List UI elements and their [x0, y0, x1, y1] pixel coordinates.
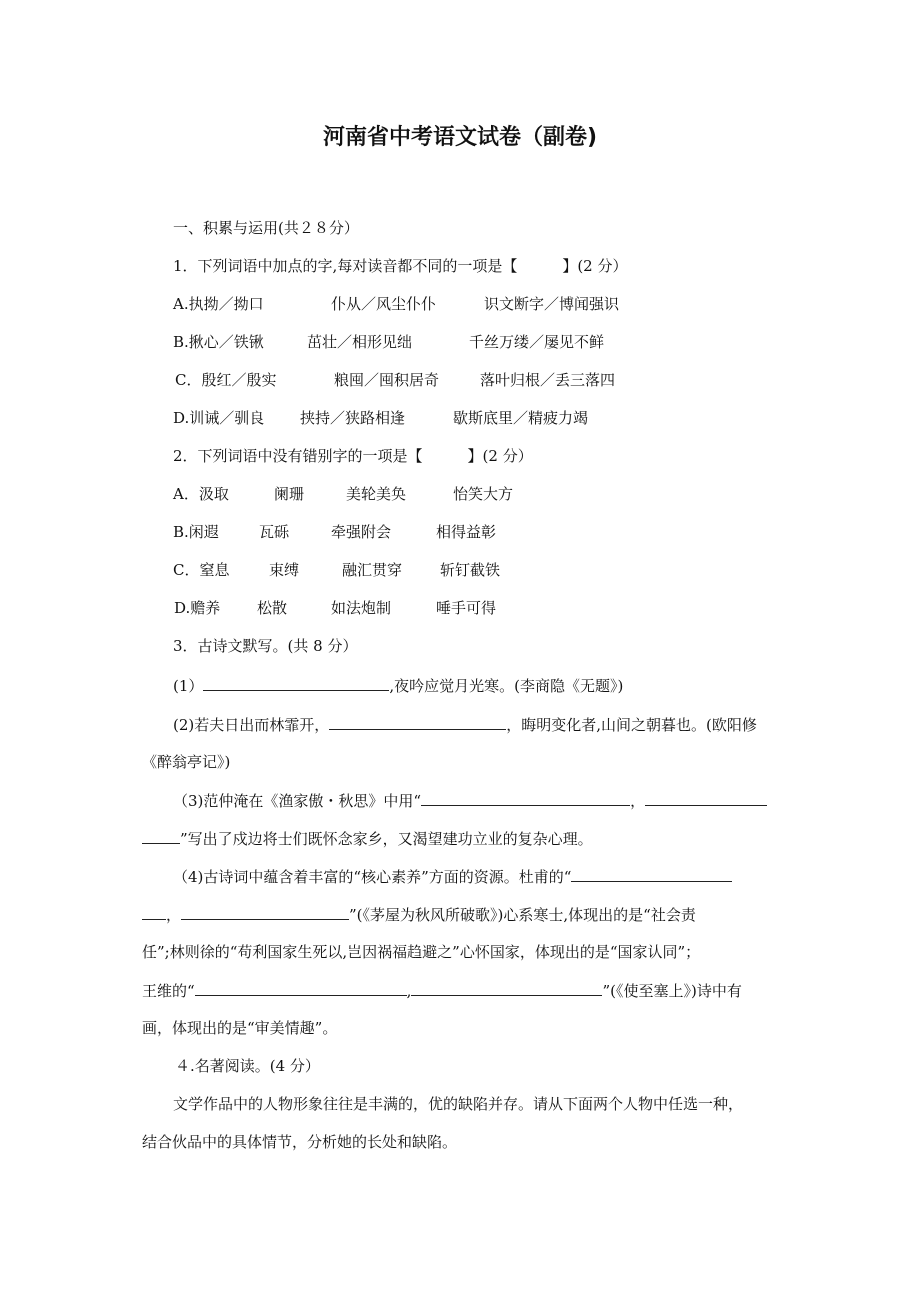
q4-paragraph-1: 文学作品中的人物形象往往是丰满的，优的缺陷并存。请从下面两个人物中任选一种， [173, 1095, 744, 1113]
q2-a-4: 怡笑大方 [453, 485, 514, 503]
q3-line-4-b [142, 904, 696, 925]
answer-blank[interactable] [203, 675, 389, 691]
q3-4-text-a: （4)古诗词中蕴含着丰富的“核心素养”方面的资源。杜甫的“ [173, 868, 572, 886]
q3-2-text-a: (2)若夫日出而林霏开， [173, 716, 330, 734]
q3-1-text: ,夜吟应觉月光寒。(李商隐《无题》) [389, 677, 624, 695]
q2-b-1: B.闲遐 [173, 523, 219, 541]
q3-line-3-cont [142, 828, 593, 849]
answer-blank[interactable] [411, 980, 602, 996]
q2-d-2: 松散 [257, 599, 288, 617]
q3-line-4-c: 任”;林则徐的“苟利国家生死以,岂因祸福趋避之”心怀国家，体现出的是“国家认同”； [142, 943, 701, 961]
question-1-stem: 1．下列词语中加点的字,每对读音都不同的一项是【 】(2 分） [173, 257, 628, 275]
q2-b-2: 瓦砾 [259, 523, 290, 541]
q3-line-2 [173, 714, 757, 735]
q1-d-3: 歇斯底里／精疲力竭 [453, 409, 589, 427]
q2-a-3: 美轮美奂 [346, 485, 407, 503]
answer-blank[interactable] [181, 904, 349, 920]
page-title: 河南省中考语文试卷（副卷) [322, 125, 598, 150]
q3-line-4 [173, 866, 732, 887]
q3-3-comma: ， [630, 792, 646, 810]
q2-b-3: 牵强附会 [331, 523, 392, 541]
q2-a-2: 阑珊 [274, 485, 305, 503]
q3-line-4-d [142, 980, 742, 1001]
q3-4-text-c: ”(《茅屋为秋风所破歌》)心系寒士,体现出的是“社会责 [349, 906, 696, 924]
q1-d-2: 挟持／狭路相逢 [300, 409, 406, 427]
q3-line-3 [173, 790, 767, 811]
q1-b-3: 千丝万缕／屡见不鲜 [469, 333, 605, 351]
q1-c-3: 落叶归根／丢三落四 [480, 371, 616, 389]
q2-c-2: 束缚 [269, 561, 300, 579]
q1-a-3: 识文断字／博闻强识 [484, 295, 620, 313]
q3-1-label: (1） [173, 677, 204, 695]
answer-blank[interactable] [142, 828, 180, 844]
answer-blank[interactable] [571, 866, 732, 882]
answer-blank[interactable] [195, 980, 407, 996]
question-4-stem: ４.名著阅读。(4 分） [175, 1057, 320, 1075]
answer-blank[interactable] [142, 904, 166, 920]
answer-blank[interactable] [329, 714, 506, 730]
answer-blank[interactable] [645, 790, 767, 806]
q3-4-comma-2: , [406, 982, 412, 1000]
q1-a-2: 仆从／风尘仆仆 [331, 295, 437, 313]
q3-line-2-cont: 《醉翁亭记》) [142, 753, 231, 771]
q2-c-1: C．窒息 [173, 561, 230, 579]
q2-d-1: D.赡养 [174, 599, 221, 617]
q2-d-4: 唾手可得 [436, 599, 497, 617]
q3-4-text-g: ”(《使至塞上》)诗中有 [602, 982, 742, 1000]
q3-3-text-a: （3)范仲淹在《渔家傲・秋思》中用“ [173, 792, 422, 810]
q2-d-3: 如法炮制 [331, 599, 392, 617]
q1-b-1: B.揪心／铁锹 [173, 333, 264, 351]
q3-3-text-c: ”写出了戍边将士们既怀念家乡，又渴望建功立业的复杂心理。 [180, 830, 593, 848]
q1-c-2: 粮囤／囤积居奇 [334, 371, 440, 389]
q3-4-comma: ， [166, 906, 182, 924]
q1-b-2: 茁壮／相形见绌 [307, 333, 413, 351]
question-3-stem: 3．古诗文默写。(共 8 分） [173, 637, 358, 655]
section-heading: 一、积累与运用(共２８分） [173, 219, 359, 237]
q3-4-text-e: 王维的“ [142, 982, 195, 1000]
q2-c-3: 融汇贯穿 [342, 561, 403, 579]
q3-line-1 [173, 675, 623, 696]
q2-b-4: 相得益彰 [436, 523, 497, 541]
q2-c-4: 斩钉截铁 [440, 561, 501, 579]
q4-paragraph-2: 结合伙品中的具体情节，分析她的长处和缺陷。 [142, 1133, 458, 1151]
q1-d-1: D.训诫／驯良 [173, 409, 265, 427]
question-2-stem: 2．下列词语中没有错别字的一项是【 】(2 分） [173, 447, 533, 465]
answer-blank[interactable] [421, 790, 630, 806]
q2-a-1: A．汲取 [173, 485, 229, 503]
q1-a-1: A.执拗／拗口 [173, 295, 264, 313]
q3-2-text-b: ，晦明变化者,山间之朝暮也。(欧阳修 [506, 716, 757, 734]
q3-line-4-e: 画，体现出的是“审美情趣”。 [142, 1019, 338, 1037]
q1-c-1: C．殷红／殷实 [175, 371, 277, 389]
